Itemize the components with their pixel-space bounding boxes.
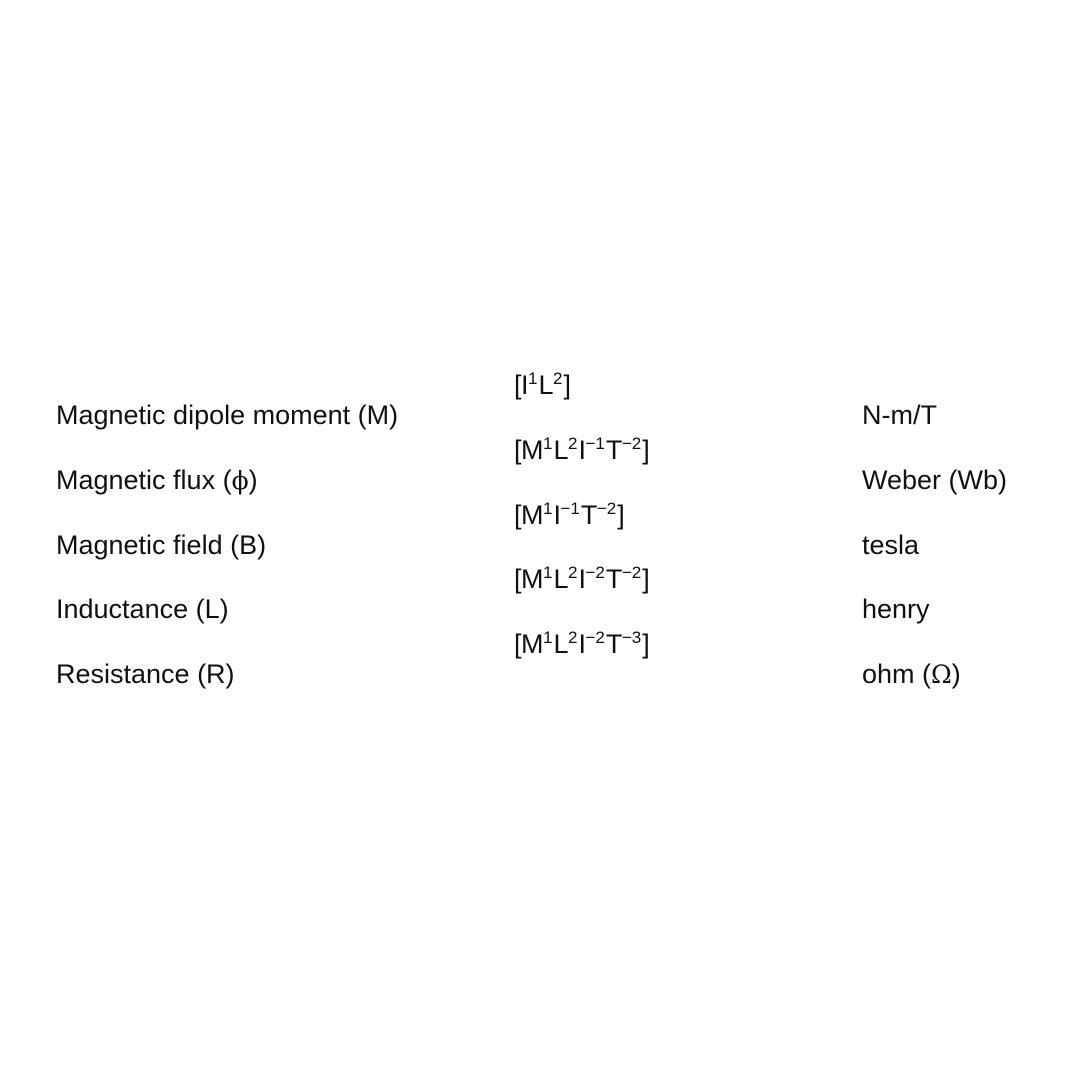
dimension-term: $L^2$ — [553, 434, 578, 465]
dimension-term: [$I^1$ — [514, 369, 538, 400]
dimension-bracket: ] — [642, 629, 650, 659]
unit-label: N-m/T — [862, 400, 937, 430]
quantity-label: Magnetic field (B) — [56, 530, 267, 560]
phi-symbol: ϕ — [231, 466, 249, 495]
dimension-formula — [514, 435, 649, 465]
unit-label: Weber (Wb) — [862, 465, 1008, 495]
dimension-bracket: ] — [642, 564, 650, 594]
unit-label: tesla — [862, 530, 920, 560]
unit-label: ohm (Ω) — [862, 659, 961, 689]
dimension-term: $T^{-3}$ — [605, 628, 642, 659]
dimension-formula — [514, 564, 649, 594]
quantity-label: Resistance (R) — [56, 659, 235, 689]
dimension-term: $T^{-2}$ — [605, 563, 642, 594]
dimension-term: $L^2$ — [538, 369, 563, 400]
dimension-term: [$M^1$ — [514, 628, 553, 659]
dimension-term: $I^{-2}$ — [578, 563, 605, 594]
quantity-label: Magnetic flux (ϕ) — [56, 465, 258, 495]
dimension-formula — [514, 500, 624, 530]
dimension-term: $T^{-2}$ — [580, 499, 617, 530]
dimension-term: [$M^1$ — [514, 499, 553, 530]
dimension-term: $I^{-2}$ — [578, 628, 605, 659]
dimension-formula — [514, 370, 571, 400]
dimension-bracket: ] — [617, 500, 625, 530]
dimension-term: $T^{-2}$ — [605, 434, 642, 465]
dimension-term: $I^{-1}$ — [553, 499, 580, 530]
dimension-term: $I^{-1}$ — [578, 434, 605, 465]
unit-label: henry — [862, 594, 930, 624]
quantity-label: Magnetic dipole moment (M) — [56, 400, 399, 430]
dimension-bracket: ] — [642, 435, 650, 465]
omega-symbol: Ω — [931, 660, 952, 689]
dimension-term: [$M^1$ — [514, 563, 553, 594]
quantity-label: Inductance (L) — [56, 594, 229, 624]
dimension-term: $L^2$ — [553, 628, 578, 659]
dimension-term: [$M^1$ — [514, 434, 553, 465]
dimension-formula — [514, 629, 649, 659]
table-row-resistance — [0, 628, 1080, 719]
dimension-bracket: ] — [563, 370, 571, 400]
dimension-term: $L^2$ — [553, 563, 578, 594]
